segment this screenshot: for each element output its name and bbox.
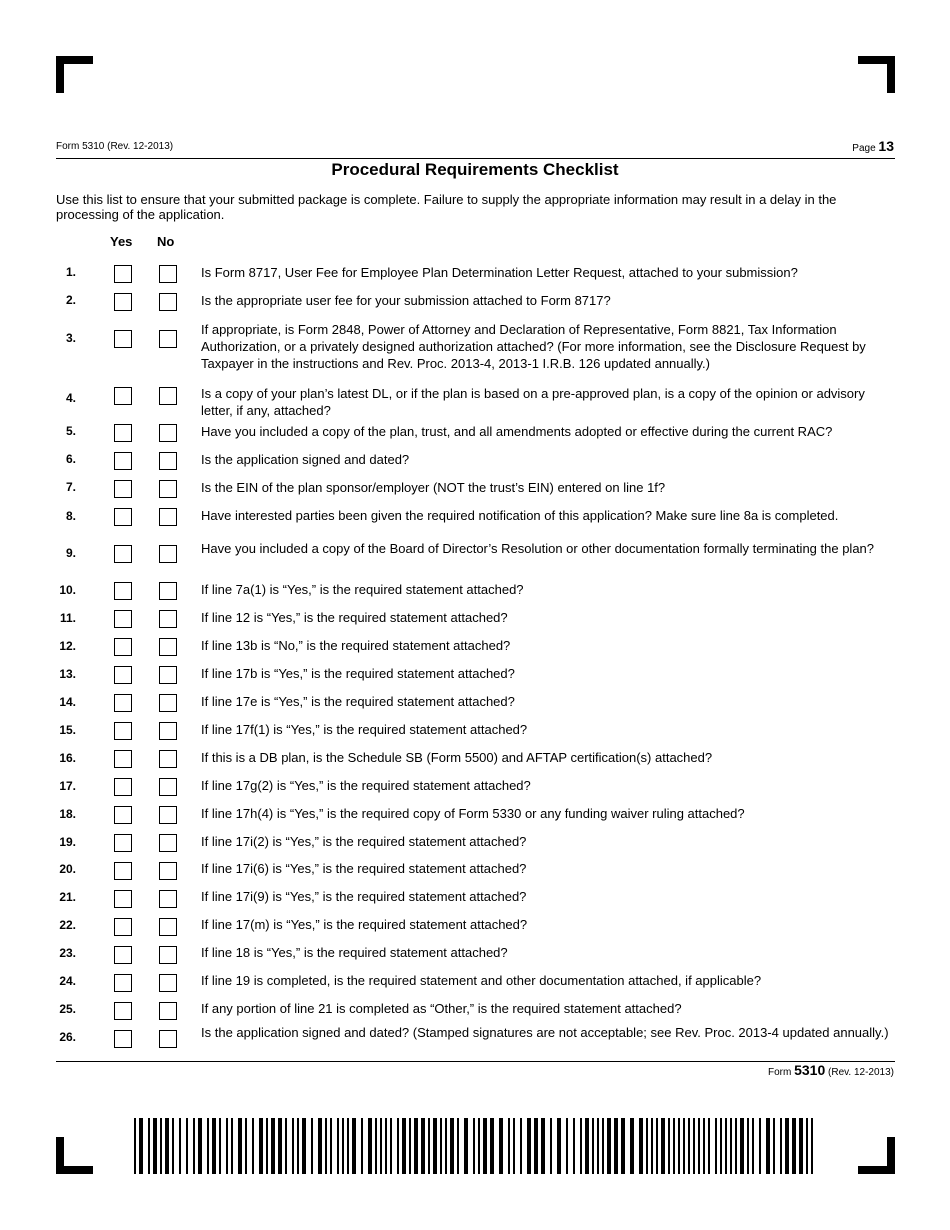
barcode-bar: [292, 1118, 294, 1174]
footer-form-word: Form: [767, 1067, 792, 1078]
barcode-bar: [325, 1118, 327, 1174]
page-number-header: [852, 138, 894, 154]
barcode-bar: [464, 1118, 468, 1174]
barcode-bar: [330, 1118, 332, 1174]
barcode-bar: [541, 1118, 545, 1174]
barcode-bar: [490, 1118, 494, 1174]
yes-checkbox[interactable]: [114, 722, 132, 740]
barcode-bar: [361, 1118, 363, 1174]
yes-checkbox[interactable]: [114, 424, 132, 442]
item-number: 3.: [65, 331, 76, 345]
barcode-bar: [508, 1118, 510, 1174]
footer-revision: (Rev. 12-2013): [828, 1067, 894, 1078]
barcode-bar: [311, 1118, 313, 1174]
barcode-bar: [630, 1118, 634, 1174]
barcode-bar: [730, 1118, 732, 1174]
item-question: If line 17(m) is “Yes,” is the required statement attached?: [201, 917, 528, 932]
item-question: Is the appropriate user fee for your submission attached to Form 8717?: [201, 293, 611, 308]
item-number: 24.: [59, 974, 76, 988]
barcode-bar: [148, 1118, 150, 1174]
no-checkbox[interactable]: [159, 946, 177, 964]
barcode-bar: [450, 1118, 454, 1174]
no-checkbox[interactable]: [159, 1030, 177, 1048]
barcode-bar: [550, 1118, 552, 1174]
item-question: If line 17f(1) is “Yes,” is the required statement attached?: [201, 722, 528, 737]
yes-checkbox[interactable]: [114, 387, 132, 405]
barcode-bar: [352, 1118, 356, 1174]
yes-checkbox[interactable]: [114, 610, 132, 628]
barcode-bar: [708, 1118, 710, 1174]
no-checkbox[interactable]: [159, 750, 177, 768]
item-number: 21.: [59, 890, 76, 904]
barcode-bar: [792, 1118, 796, 1174]
barcode-bar: [688, 1118, 690, 1174]
item-question: If line 17b is “Yes,” is the required statement attached?: [201, 666, 515, 681]
no-checkbox[interactable]: [159, 293, 177, 311]
barcode-bar: [342, 1118, 344, 1174]
item-number: 7.: [65, 480, 76, 494]
barcode-bar: [806, 1118, 808, 1174]
barcode-bar: [478, 1118, 480, 1174]
no-checkbox[interactable]: [159, 862, 177, 880]
no-checkbox[interactable]: [159, 806, 177, 824]
yes-checkbox[interactable]: [114, 545, 132, 563]
yes-checkbox[interactable]: [114, 508, 132, 526]
form-revision-header: Form 5310 (Rev. 12-2013): [56, 141, 174, 152]
yes-checkbox[interactable]: [114, 293, 132, 311]
item-question: If any portion of line 21 is completed as “Other,” is the required statement attached?: [201, 1001, 682, 1016]
item-question: If line 17i(2) is “Yes,” is the required statement attached?: [201, 834, 527, 849]
barcode-bar: [385, 1118, 387, 1174]
barcode-bar: [747, 1118, 749, 1174]
item-number: 12.: [59, 639, 76, 653]
item-question: If line 17h(4) is “Yes,” is the required copy of Form 5330 or any funding waiver ruling attached?: [201, 806, 745, 821]
barcode-bar: [433, 1118, 437, 1174]
barcode-bar: [720, 1118, 722, 1174]
barcode-bar: [302, 1118, 306, 1174]
barcode-bar: [573, 1118, 575, 1174]
yes-checkbox[interactable]: [114, 890, 132, 908]
barcode-bar: [656, 1118, 658, 1174]
barcode-bar: [740, 1118, 744, 1174]
no-checkbox[interactable]: [159, 265, 177, 283]
no-checkbox[interactable]: [159, 974, 177, 992]
item-number: 18.: [59, 807, 76, 821]
barcode-bar: [683, 1118, 685, 1174]
barcode-bar: [198, 1118, 202, 1174]
item-number: 9.: [65, 546, 76, 560]
item-number: 8.: [65, 509, 76, 523]
barcode-bar: [153, 1118, 157, 1174]
no-checkbox[interactable]: [159, 918, 177, 936]
yes-checkbox[interactable]: [114, 974, 132, 992]
no-checkbox[interactable]: [159, 480, 177, 498]
registration-mark-top-left-v: [56, 56, 64, 93]
yes-checkbox[interactable]: [114, 666, 132, 684]
item-number: 17.: [59, 779, 76, 793]
barcode-bar: [639, 1118, 643, 1174]
barcode-bar: [252, 1118, 254, 1174]
item-number: 25.: [59, 1002, 76, 1016]
item-question: If line 18 is “Yes,” is the required statement attached?: [201, 945, 508, 960]
item-question: If line 13b is “No,” is the required statement attached?: [201, 638, 511, 653]
barcode-bar: [219, 1118, 221, 1174]
item-question: If line 17g(2) is “Yes,” is the required statement attached?: [201, 778, 531, 793]
barcode-bar: [231, 1118, 233, 1174]
item-question: If line 17i(9) is “Yes,” is the required statement attached?: [201, 889, 527, 904]
item-number: 5.: [65, 424, 76, 438]
yes-checkbox[interactable]: [114, 806, 132, 824]
barcode-bar: [566, 1118, 568, 1174]
barcode-bar: [160, 1118, 162, 1174]
yes-checkbox[interactable]: [114, 265, 132, 283]
registration-mark-bottom-right-v: [887, 1137, 895, 1174]
page-title: Procedural Requirements Checklist: [331, 160, 619, 179]
barcode-bar: [297, 1118, 299, 1174]
no-checkbox[interactable]: [159, 508, 177, 526]
barcode-bar: [759, 1118, 761, 1174]
yes-checkbox[interactable]: [114, 480, 132, 498]
item-question: Have you included a copy of the Board of Director’s Resolution or other documentation formally terminating the plan?: [201, 541, 875, 556]
item-number: 23.: [59, 946, 76, 960]
item-number: 10.: [59, 583, 76, 597]
barcode-bar: [735, 1118, 737, 1174]
item-question: If line 7a(1) is “Yes,” is the required statement attached?: [201, 582, 524, 597]
barcode-bar: [375, 1118, 377, 1174]
barcode-bar: [752, 1118, 754, 1174]
barcode-bar: [780, 1118, 782, 1174]
barcode-bar: [592, 1118, 594, 1174]
yes-checkbox[interactable]: [114, 834, 132, 852]
barcode-bar: [799, 1118, 803, 1174]
form-footer: [768, 1062, 894, 1078]
barcode-bar: [193, 1118, 195, 1174]
barcode-bar: [179, 1118, 181, 1174]
barcode-bar: [811, 1118, 813, 1174]
barcode-bar: [318, 1118, 322, 1174]
item-question: If this is a DB plan, is the Schedule SB (Form 5500) and AFTAP certification(s) attached?: [201, 750, 713, 765]
barcode-bar: [646, 1118, 648, 1174]
item-question: If line 17e is “Yes,” is the required statement attached?: [201, 694, 515, 709]
barcode-bar: [278, 1118, 282, 1174]
yes-checkbox[interactable]: [114, 946, 132, 964]
barcode-bar: [266, 1118, 268, 1174]
barcode-bar: [483, 1118, 487, 1174]
barcode: [134, 1118, 816, 1174]
barcode-bar: [585, 1118, 589, 1174]
registration-mark-top-right-v: [887, 56, 895, 93]
barcode-bar: [428, 1118, 430, 1174]
item-number: 26.: [59, 1030, 76, 1044]
barcode-bar: [668, 1118, 670, 1174]
yes-checkbox[interactable]: [114, 1030, 132, 1048]
no-checkbox[interactable]: [159, 610, 177, 628]
barcode-bar: [527, 1118, 531, 1174]
no-checkbox[interactable]: [159, 387, 177, 405]
barcode-bar: [285, 1118, 287, 1174]
barcode-bar: [207, 1118, 209, 1174]
header-rule: [56, 158, 895, 159]
barcode-bar: [402, 1118, 406, 1174]
barcode-bar: [212, 1118, 216, 1174]
yes-checkbox[interactable]: [114, 918, 132, 936]
barcode-bar: [421, 1118, 425, 1174]
no-checkbox[interactable]: [159, 330, 177, 348]
intro-text: Use this list to ensure that your submitted package is complete. Failure to supply the appropriate information may result in a delay in the processing of the application.: [56, 192, 837, 222]
item-question: If line 17i(6) is “Yes,” is the required statement attached?: [201, 861, 527, 876]
item-question: Have you included a copy of the plan, trust, and all amendments adopted or effective during the current RAC?: [201, 424, 833, 439]
barcode-bar: [445, 1118, 447, 1174]
no-checkbox[interactable]: [159, 778, 177, 796]
item-number: 22.: [59, 918, 76, 932]
barcode-bar: [520, 1118, 522, 1174]
item-number: 4.: [65, 391, 76, 405]
barcode-bar: [607, 1118, 611, 1174]
barcode-bar: [368, 1118, 372, 1174]
barcode-bar: [397, 1118, 399, 1174]
barcode-bar: [499, 1118, 503, 1174]
page-label: Page: [852, 143, 876, 154]
no-checkbox[interactable]: [159, 890, 177, 908]
item-number: 19.: [59, 835, 76, 849]
barcode-bar: [621, 1118, 625, 1174]
barcode-bar: [673, 1118, 675, 1174]
no-checkbox[interactable]: [159, 1002, 177, 1020]
yes-checkbox[interactable]: [114, 750, 132, 768]
yes-checkbox[interactable]: [114, 694, 132, 712]
barcode-bar: [414, 1118, 418, 1174]
barcode-bar: [139, 1118, 143, 1174]
yes-checkbox[interactable]: [114, 452, 132, 470]
barcode-bar: [186, 1118, 188, 1174]
item-question: Is the application signed and dated? (Stamped signatures are not acceptable; see Rev. Proc. 2013-4 updated annually.): [201, 1025, 889, 1040]
item-number: 2.: [65, 293, 76, 307]
barcode-bar: [380, 1118, 382, 1174]
barcode-bar: [245, 1118, 247, 1174]
barcode-bar: [473, 1118, 475, 1174]
item-question: Is the application signed and dated?: [201, 452, 410, 467]
footer-form-number: 5310: [794, 1062, 826, 1078]
barcode-bar: [698, 1118, 700, 1174]
no-checkbox[interactable]: [159, 722, 177, 740]
barcode-bar: [703, 1118, 705, 1174]
barcode-bar: [134, 1118, 136, 1174]
no-checkbox[interactable]: [159, 638, 177, 656]
no-checkbox[interactable]: [159, 424, 177, 442]
item-number: 15.: [59, 723, 76, 737]
barcode-bar: [337, 1118, 339, 1174]
barcode-bar: [409, 1118, 411, 1174]
barcode-bar: [440, 1118, 442, 1174]
item-question: Have interested parties been given the required notification of this application? Make sure line 8a is completed.: [201, 508, 839, 523]
barcode-bar: [597, 1118, 599, 1174]
barcode-bar: [557, 1118, 561, 1174]
item-number: 14.: [59, 695, 76, 709]
barcode-bar: [259, 1118, 263, 1174]
item-number: 13.: [59, 667, 76, 681]
registration-mark-bottom-left-v: [56, 1137, 64, 1174]
item-question: Is Form 8717, User Fee for Employee Plan Determination Letter Request, attached to your submission?: [201, 265, 798, 280]
barcode-bar: [390, 1118, 392, 1174]
no-checkbox[interactable]: [159, 582, 177, 600]
yes-checkbox[interactable]: [114, 862, 132, 880]
item-number: 11.: [59, 611, 76, 625]
barcode-bar: [678, 1118, 680, 1174]
item-number: 6.: [65, 452, 76, 466]
barcode-bar: [602, 1118, 604, 1174]
barcode-bar: [172, 1118, 174, 1174]
barcode-bar: [725, 1118, 727, 1174]
yes-checkbox[interactable]: [114, 1002, 132, 1020]
item-number: 1.: [65, 265, 76, 279]
column-header-yes: Yes: [110, 234, 133, 249]
barcode-bar: [580, 1118, 582, 1174]
item-question: If appropriate, is Form 2848, Power of Attorney and Declaration of Representative, Form 8821, Tax Information Authorization, or a privately designed authorization attached? (For more information, see the Disclosure Request by Taxpayer in the instructions and Rev. Proc. 2013-4, 2013-1 I.R.B. 126 updated annually.): [201, 322, 866, 371]
page-number: 13: [878, 138, 894, 154]
item-question: Is the EIN of the plan sponsor/employer (NOT the trust’s EIN) entered on line 1f?: [201, 480, 666, 495]
yes-checkbox[interactable]: [114, 638, 132, 656]
barcode-bar: [534, 1118, 538, 1174]
no-checkbox[interactable]: [159, 666, 177, 684]
yes-checkbox[interactable]: [114, 330, 132, 348]
no-checkbox[interactable]: [159, 834, 177, 852]
item-number: 20.: [59, 862, 76, 876]
column-header-no: No: [157, 234, 175, 249]
barcode-bar: [651, 1118, 653, 1174]
yes-checkbox[interactable]: [114, 778, 132, 796]
barcode-bar: [513, 1118, 515, 1174]
barcode-bar: [715, 1118, 717, 1174]
item-question: Is a copy of your plan’s latest DL, or if the plan is based on a pre-approved plan, is a copy of the opinion or advisory letter, if any, attached?: [201, 386, 865, 418]
barcode-bar: [693, 1118, 695, 1174]
barcode-bar: [766, 1118, 770, 1174]
barcode-bar: [165, 1118, 169, 1174]
barcode-bar: [614, 1118, 618, 1174]
item-question: If line 12 is “Yes,” is the required statement attached?: [201, 610, 508, 625]
no-checkbox[interactable]: [159, 694, 177, 712]
barcode-bar: [238, 1118, 242, 1174]
barcode-bar: [271, 1118, 275, 1174]
barcode-bar: [785, 1118, 789, 1174]
no-checkbox[interactable]: [159, 545, 177, 563]
barcode-bar: [773, 1118, 775, 1174]
no-checkbox[interactable]: [159, 452, 177, 470]
barcode-bar: [661, 1118, 665, 1174]
barcode-bar: [347, 1118, 349, 1174]
barcode-bar: [457, 1118, 459, 1174]
barcode-bar: [226, 1118, 228, 1174]
item-number: 16.: [59, 751, 76, 765]
item-question: If line 19 is completed, is the required statement and other documentation attached, if applicable?: [201, 973, 762, 988]
yes-checkbox[interactable]: [114, 582, 132, 600]
